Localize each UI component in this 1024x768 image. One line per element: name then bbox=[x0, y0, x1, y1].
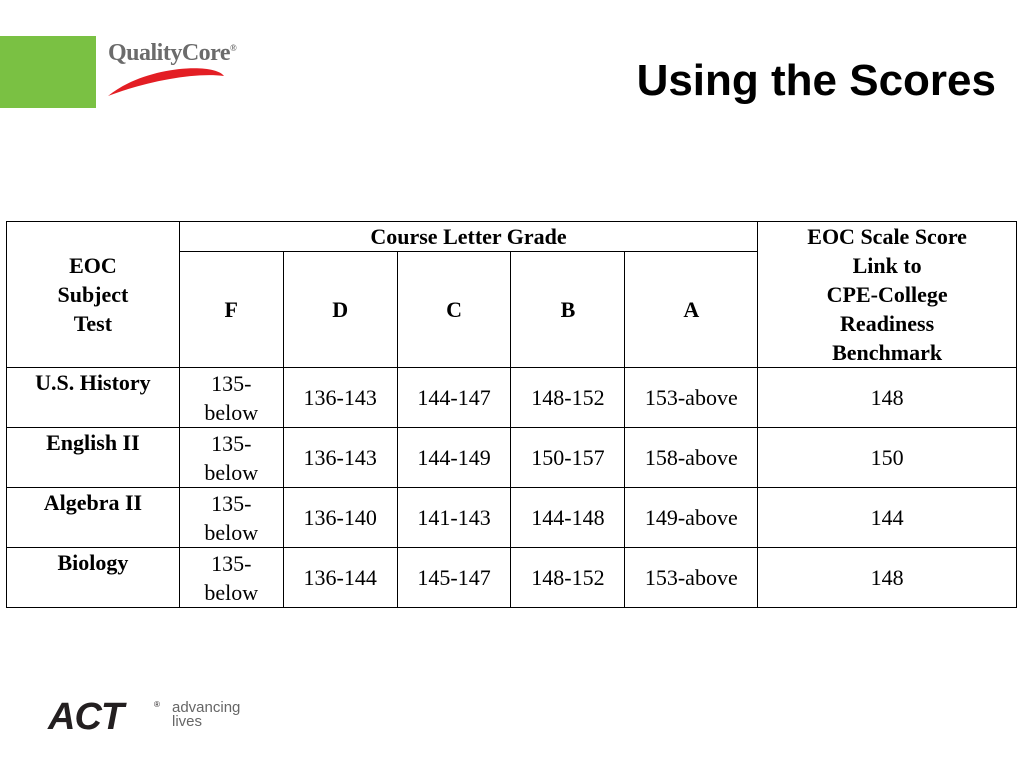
act-registered-mark: ® bbox=[154, 700, 160, 709]
course-letter-grade-header: Course Letter Grade bbox=[179, 222, 757, 252]
subject-cell: Biology bbox=[7, 548, 180, 608]
grade-f-cell: 135- below bbox=[179, 488, 283, 548]
subject-cell: Algebra II bbox=[7, 488, 180, 548]
grade-d-cell: 136-143 bbox=[283, 368, 397, 428]
grade-b-cell: 150-157 bbox=[511, 428, 625, 488]
table-row bbox=[7, 548, 1017, 608]
grade-c-cell: 141-143 bbox=[397, 488, 511, 548]
grade-header-c: C bbox=[397, 252, 511, 368]
scores-table bbox=[6, 221, 1017, 608]
grade-f-cell: 135- below bbox=[179, 548, 283, 608]
grade-a-cell: 153-above bbox=[625, 368, 758, 428]
benchmark-cell: 144 bbox=[758, 488, 1017, 548]
benchmark-header: EOC Scale Score Link to CPE-College Readiness Benchmark bbox=[758, 222, 1017, 368]
qualitycore-logo bbox=[104, 36, 284, 106]
grade-f-cell: 135- below bbox=[179, 368, 283, 428]
table-row bbox=[7, 488, 1017, 548]
grade-header-a: A bbox=[625, 252, 758, 368]
grade-header-b: B bbox=[511, 252, 625, 368]
grade-b-cell: 148-152 bbox=[511, 368, 625, 428]
grade-a-cell: 149-above bbox=[625, 488, 758, 548]
grade-header-f: F bbox=[179, 252, 283, 368]
grade-d-cell: 136-143 bbox=[283, 428, 397, 488]
grade-f-cell: 135- below bbox=[179, 428, 283, 488]
grade-b-cell: 148-152 bbox=[511, 548, 625, 608]
benchmark-cell: 150 bbox=[758, 428, 1017, 488]
qualitycore-logo-text: QualityCore® bbox=[108, 40, 237, 66]
grade-c-cell: 145-147 bbox=[397, 548, 511, 608]
grade-a-cell: 158-above bbox=[625, 428, 758, 488]
grade-b-cell: 144-148 bbox=[511, 488, 625, 548]
green-accent-bar bbox=[0, 36, 96, 108]
page-title: Using the Scores bbox=[636, 56, 996, 105]
act-logo bbox=[48, 696, 268, 738]
grade-d-cell: 136-140 bbox=[283, 488, 397, 548]
grade-c-cell: 144-149 bbox=[397, 428, 511, 488]
benchmark-cell: 148 bbox=[758, 368, 1017, 428]
grade-header-d: D bbox=[283, 252, 397, 368]
benchmark-cell: 148 bbox=[758, 548, 1017, 608]
table-row bbox=[7, 368, 1017, 428]
grade-c-cell: 144-147 bbox=[397, 368, 511, 428]
grade-a-cell: 153-above bbox=[625, 548, 758, 608]
act-tagline: advancing lives bbox=[172, 699, 241, 730]
subject-cell: English II bbox=[7, 428, 180, 488]
subject-cell: U.S. History bbox=[7, 368, 180, 428]
subject-test-header: EOC Subject Test bbox=[7, 222, 180, 368]
act-logo-text: ACT bbox=[48, 696, 124, 738]
table-row bbox=[7, 428, 1017, 488]
grade-d-cell: 136-144 bbox=[283, 548, 397, 608]
qualitycore-swoosh-icon bbox=[104, 62, 284, 102]
